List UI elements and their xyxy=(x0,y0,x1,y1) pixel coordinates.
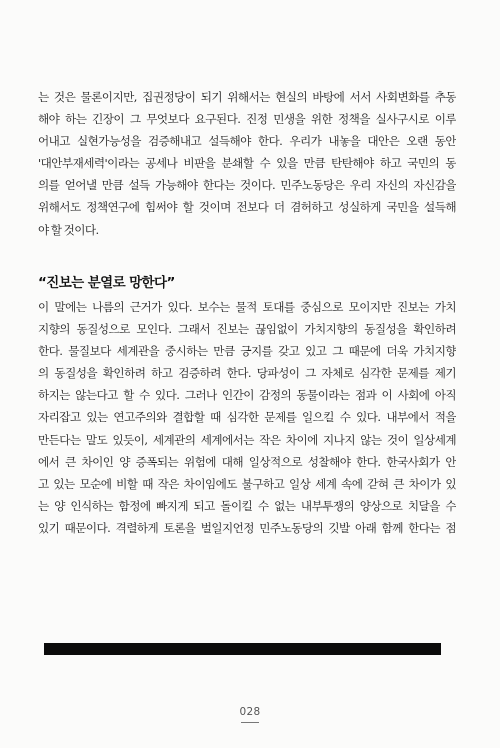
paragraph-2 xyxy=(38,296,456,539)
page-number-underline xyxy=(241,722,259,723)
paragraph-line: 해야 하는 긴장이 그 무엇보다 요구된다. 진정 민생을 위한 정책을 실사구시로 이루 xyxy=(38,112,456,127)
paragraph-1 xyxy=(38,86,456,241)
paragraph-line: 에서 큰 차이인 양 증폭되는 위험에 대해 일상적으로 성찰해야 한다. 한국사회가 안 xyxy=(38,454,456,469)
paragraph-line: 야 할 것이다. xyxy=(38,222,99,237)
section-heading: “진보는 분열로 망한다” xyxy=(38,275,175,291)
paragraph-line: 의를 얻어낼 만큼 설득 가능해야 한다는 것이다. 민주노동당은 우리 자신의 자신감을 xyxy=(38,178,456,193)
paragraph-line: 자리잡고 있는 연고주의와 결합할 때 심각한 문제를 일으킬 수 있다. 내부에서 적을 xyxy=(38,410,456,425)
paragraph-line: '대안부재세력'이라는 공세나 비판을 분쇄할 수 있을 만큼 탄탄해야 하고 국민의 동 xyxy=(38,156,456,171)
paragraph-line: 만든다는 말도 있듯이, 세계관의 세계에서는 작은 차이에 지나지 않는 것이 일상세계 xyxy=(38,432,456,447)
paragraph-line: 이 말에는 나름의 근거가 있다. 보수는 물적 토대를 중심으로 모이지만 진보는 가치 xyxy=(38,300,456,314)
paragraph-line: 는 양 인식하는 함정에 빠지게 되고 돌이킬 수 없는 내부투쟁의 양상으로 치달을 수 xyxy=(38,498,456,513)
paragraph-line: 는 것은 물론이지만, 집권정당이 되기 위해서는 현실의 바탕에 서서 사회변화를 추동 xyxy=(38,90,456,104)
paragraph-line: 어내고 실현가능성을 검증해내고 설득해야 한다. 우리가 내놓을 대안은 오랜 동안 xyxy=(38,134,456,149)
paragraph-line: 하지는 않는다고 할 수 있다. 그러나 인간이 감정의 동물이라는 점과 이 사회에 아직 xyxy=(38,388,456,403)
paragraph-line: 한다. 물질보다 세계관을 중시하는 만큼 긍지를 갖고 있고 그 때문에 더욱 가치지향 xyxy=(38,344,456,359)
paragraph-line: 의 동질성을 확인하려 하고 검증하려 한다. 당파성이 그 자체로 심각한 문제를 제기 xyxy=(38,366,456,381)
redaction-bar xyxy=(44,643,441,655)
paragraph-line: 고 있는 모순에 비할 때 작은 차이임에도 불구하고 일상 세계 속에 갇혀 큰 차이가 있 xyxy=(38,476,456,491)
paragraph-line: 있기 때문이다. 격렬하게 토론을 벌일지언정 민주노동당의 깃발 아래 함께 한다는 점 xyxy=(38,520,456,535)
paragraph-line: 위해서도 정책연구에 힘써야 할 것이며 전보다 더 겸허하고 성실하게 국민을 설득해 xyxy=(38,200,456,215)
page-number: 028 xyxy=(239,706,261,718)
paragraph-line: 지향의 동질성으로 모인다. 그래서 진보는 끊임없이 가치지향의 동질성을 확인하려 xyxy=(38,322,456,337)
